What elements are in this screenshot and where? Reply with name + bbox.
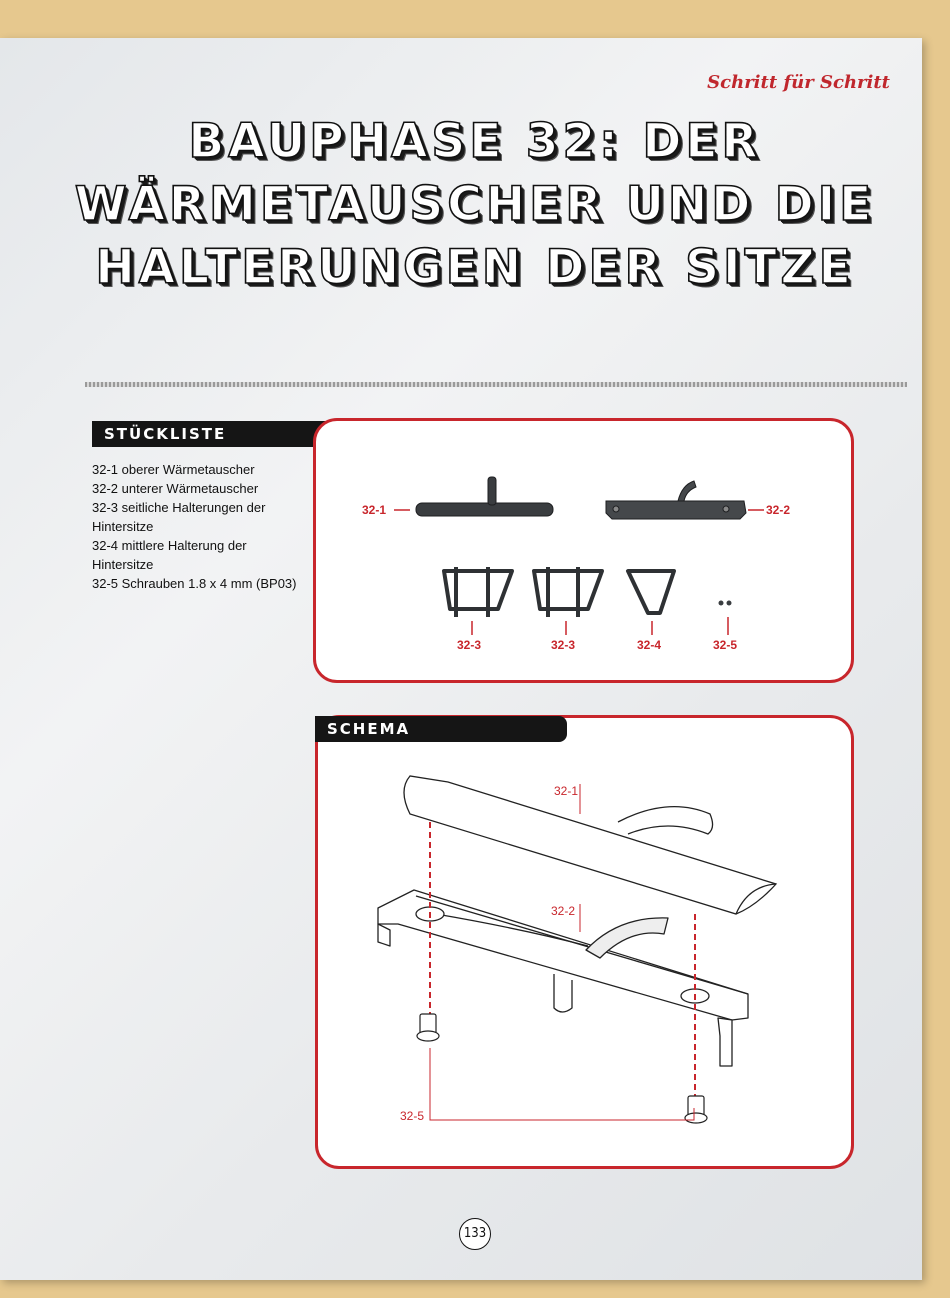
section-kicker: Schritt für Schritt (707, 72, 890, 93)
part-32-3-image (444, 567, 512, 617)
parts-list (92, 460, 307, 593)
parts-heading: STÜCKLISTE (92, 421, 484, 447)
part-label-32-1: 32-1 (362, 503, 387, 517)
page-number: 133 (459, 1218, 491, 1250)
title-divider (85, 382, 907, 387)
parts-list-item: 32-1 oberer Wärmetauscher (92, 462, 255, 477)
parts-list-item: 32-4 mittlere Halterung der Hintersitze (92, 538, 247, 572)
parts-list-item: 32-2 unterer Wärmetauscher (92, 481, 259, 496)
schema-label-32-2: 32-2 (551, 904, 576, 918)
part-32-1-image (416, 477, 553, 516)
schema-heading: SCHEMA (315, 716, 567, 742)
part-32-5-image (719, 601, 732, 606)
schema-label-32-1: 32-1 (554, 784, 579, 798)
part-label-32-5: 32-5 (713, 638, 738, 652)
part-label-32-4: 32-4 (637, 638, 662, 652)
schema-part-32-1 (404, 776, 776, 914)
part-32-4-image (628, 571, 674, 613)
parts-photo-panel (313, 418, 854, 683)
schema-label-32-5: 32-5 (400, 1109, 425, 1123)
schema-diagram (318, 718, 851, 1166)
part-32-3-image-b (534, 567, 602, 617)
parts-photo-illustration (316, 421, 851, 680)
parts-list-item: 32-3 seitliche Halterungen der Hintersitze (92, 500, 266, 534)
schema-panel (315, 715, 854, 1169)
part-32-2-image (606, 481, 746, 519)
page-title: BAUPHASE 32: DER WÄRMETAUSCHER UND DIE HALTERUNGEN DER SITZE (74, 114, 876, 295)
part-label-32-3: 32-3 (551, 638, 576, 652)
part-label-32-3: 32-3 (457, 638, 482, 652)
parts-list-item: 32-5 Schrauben 1.8 x 4 mm (BP03) (92, 576, 297, 591)
schema-part-32-5 (417, 1014, 707, 1123)
part-label-32-2: 32-2 (766, 503, 791, 517)
